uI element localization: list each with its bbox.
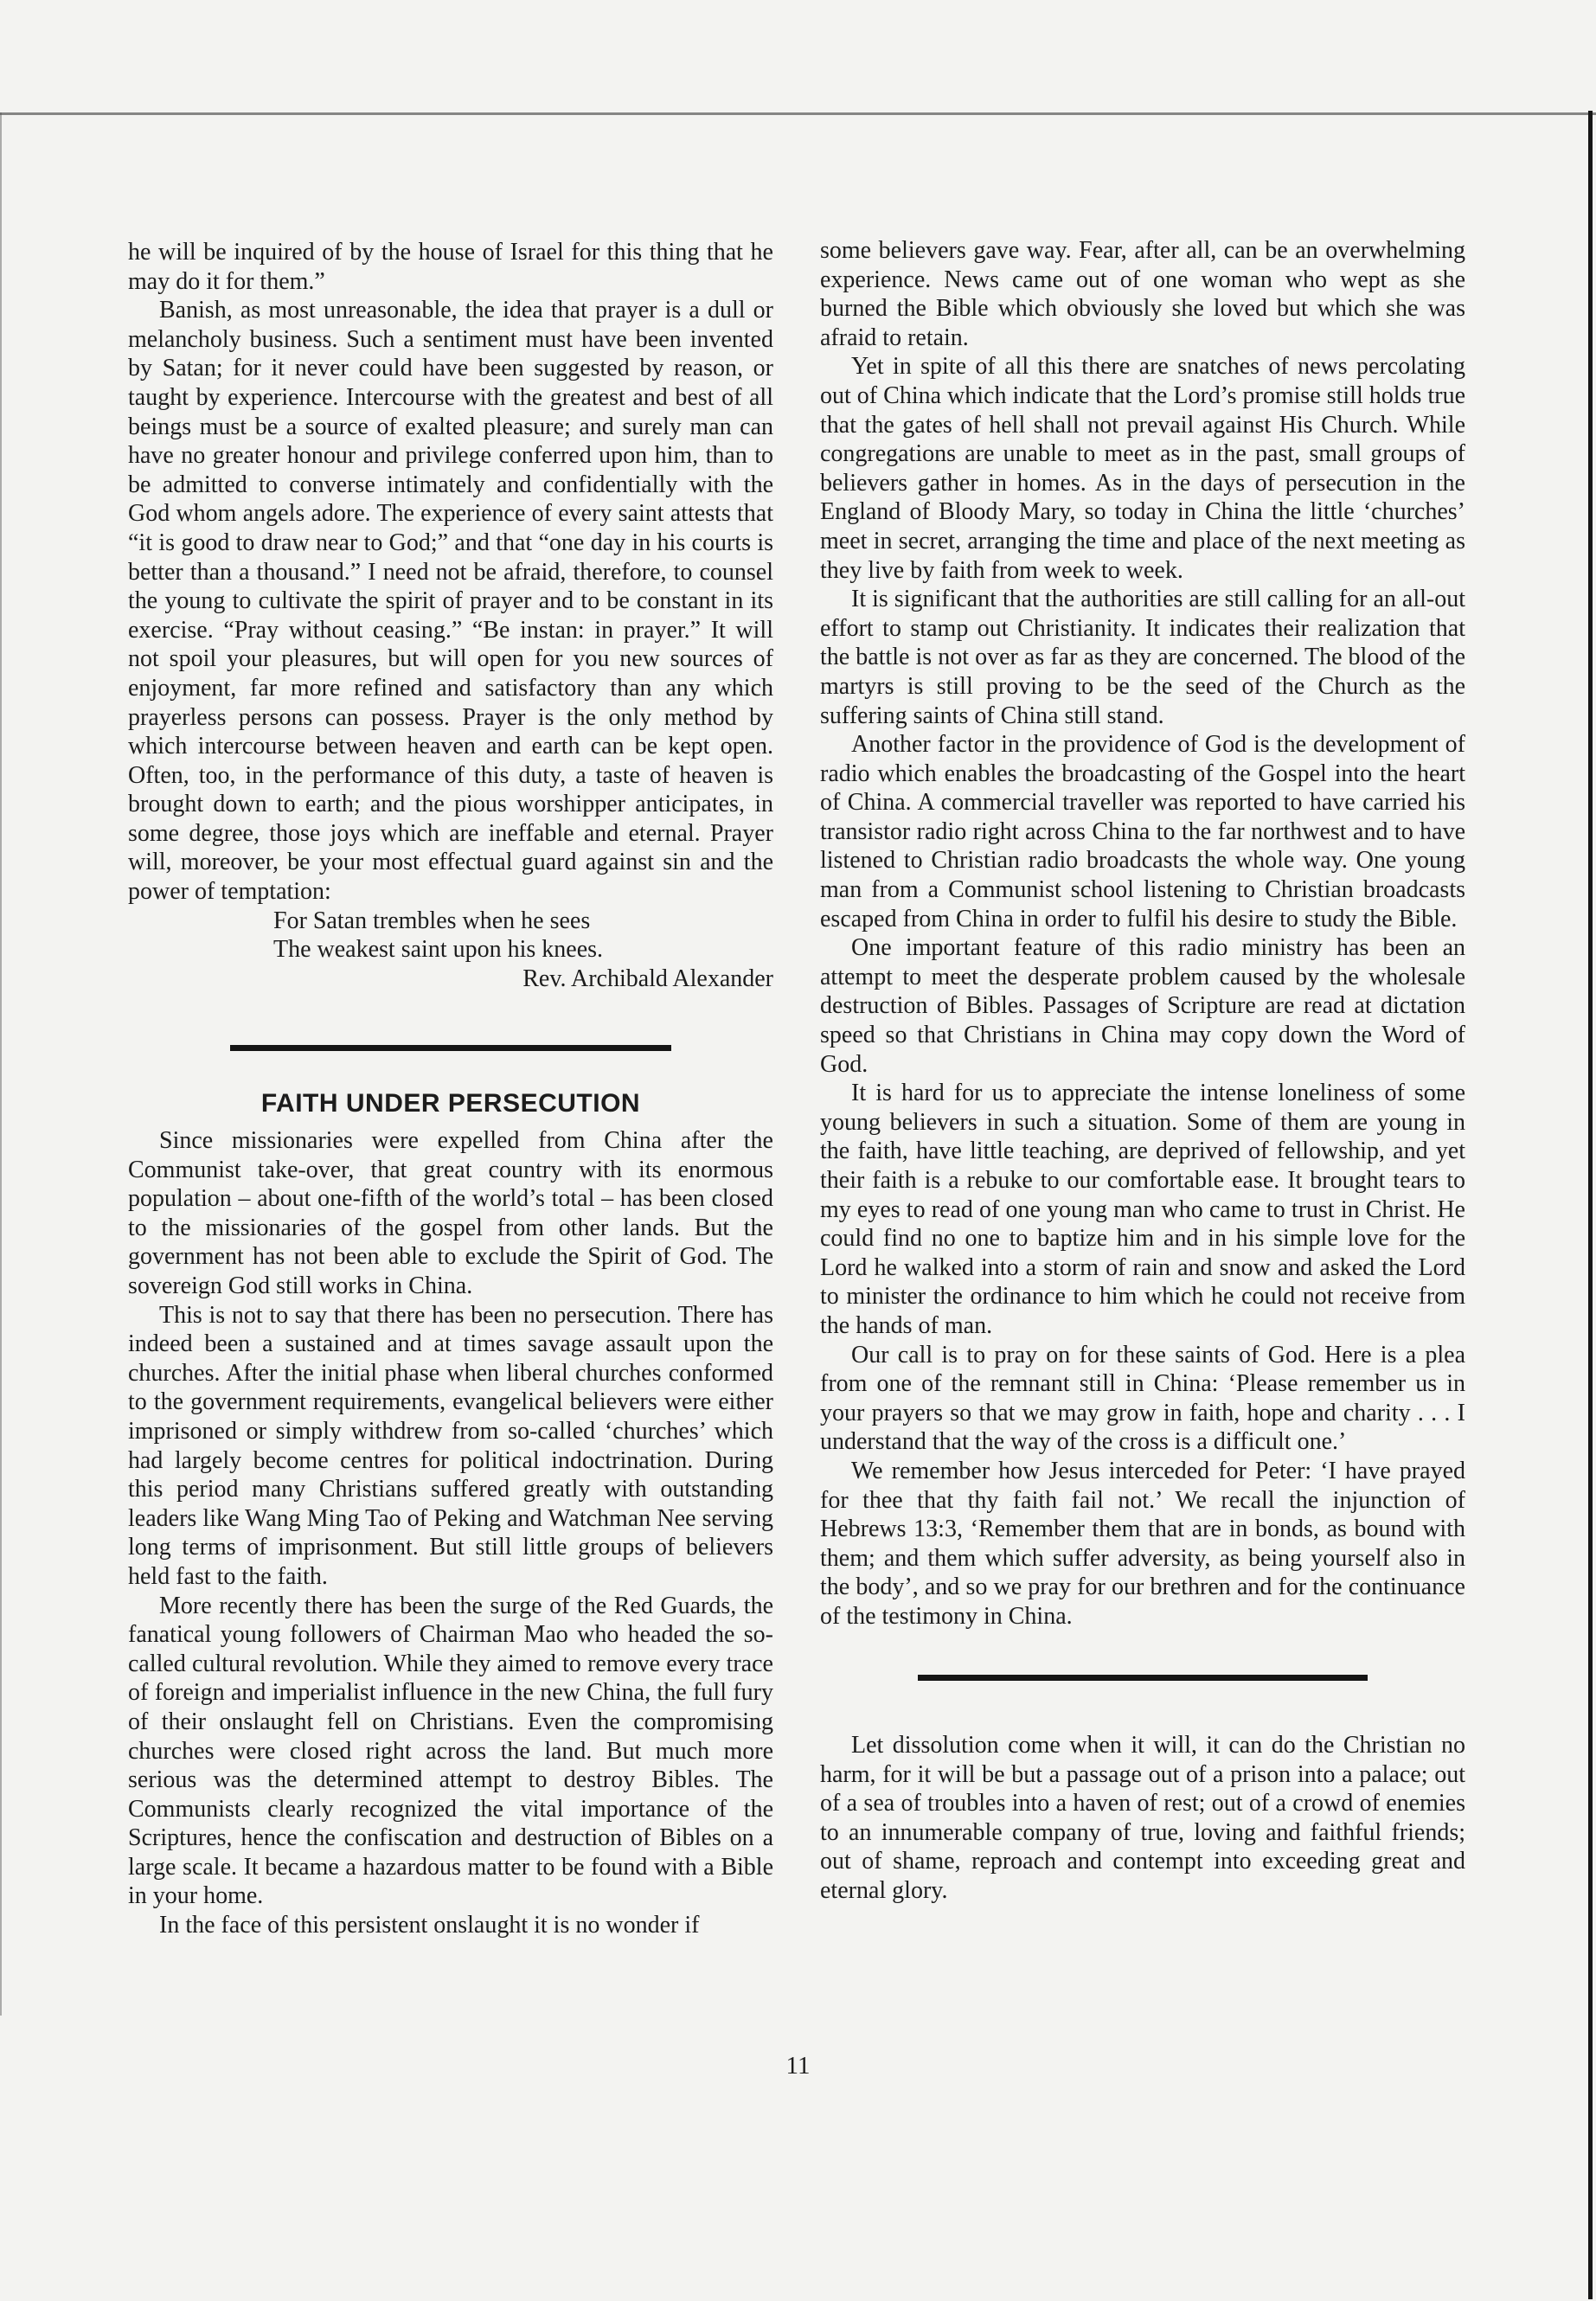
paragraph: More recently there has been the surge of the Red Guards, the fanatical young followers of Chairman Mao who headed the so-called cultural revolution. While they aimed to remove every trace of foreign and imperialist influence in the new China, the full fury of their onslaught fell on Christians. Even the compromising churches were closed right across the land. But much more serious was the determined attempt to destroy Bibles. The Communists clearly recognized the vital importance of the Scriptures, hence the confiscation and destruction of Bibles on a large scale. It became a hazardous matter to be found with a Bible in your home.: [128, 1592, 773, 1910]
right-column: [820, 236, 1465, 1906]
paragraph: he will be inquired of by the house of Israel for this thing that he may do it for them.”: [128, 239, 773, 295]
paragraph: It is significant that the authorities are still calling for an all-out effort to stamp out Christianity. It indicates their realization that the battle is not over as far as they are concerned. The blood of the martyrs is still proving to be the seed of the Church as the suffering saints of China still stand.: [820, 586, 1465, 729]
section-divider: [128, 1029, 773, 1059]
section-divider: [820, 1659, 1465, 1689]
paragraph: Yet in spite of all this there are snatches of news percolating out of China which indicate that the Lord’s promise still holds true that the gates of hell shall not prevail against His Church. While congregations are unable to meet as in the past, small groups of believers gather in homes. As in the days of persecution in the England of Bloody Mary, so today in China the little ‘churches’ meet in secret, arranging the time and place of the next meeting as they live by faith from week to week.: [820, 353, 1465, 584]
paragraph: We remember how Jesus interceded for Peter: ‘I have prayed for thee that thy faith fail not.’ We recall the injunction of Hebrews 13:3, ‘Remember them that are in bonds, as bound with them; and them which suffer adversity, as being yourself also in the body’, and so we pray for our brethren and for the continuance of the testimony in China.: [820, 1457, 1465, 1630]
paragraph: In the face of this persistent onslaught it is no wonder if: [159, 1912, 700, 1939]
left-column: [128, 238, 773, 1940]
scan-edge-top: [0, 112, 1596, 115]
poem: [128, 907, 773, 965]
paragraph: Since missionaries were expelled from China after the Communist take-over, that great country with its enormous population – about one-fifth of the world’s total – has been closed to the missionaries of the gospel from other lands. But the government has not been able to exclude the Spirit of God. The sovereign God still works in China.: [128, 1127, 773, 1299]
page-number: 11: [785, 2052, 811, 2080]
paragraph: Let dissolution come when it will, it can do the Christian no harm, for it will be but a passage out of a prison into a palace; out of a sea of troubles into a haven of rest; out of a crowd of enemies to an innumerable company of true, loving and faithful friends; out of shame, reproach and contempt into exceeding great and eternal glory.: [820, 1732, 1465, 1905]
closing-quote: [820, 1731, 1465, 1906]
scan-edge-right: [1588, 111, 1593, 2299]
paragraph: Banish, as most unreasonable, the idea that prayer is a dull or melancholy business. Such a sentiment must have been invented by Satan; for it never could have been suggested by reason, or taught by experience. Intercourse with the greatest and best of all beings must be a source of exalted pleasure; and surely man can have no greater honour and privilege conferred upon him, than to be admitted to converse intimately and confidentially with the God whom angels adore. The experience of every saint attests that “it is good to draw near to God;” and that “one day in his courts is better than a thousand.” I need not be afraid, therefore, to counsel the young to cultivate the spirit of prayer and to be constant in its exercise. “Pray without ceasing.” “Be instan: in prayer.” It will not spoil your pleasures, but will open for you new sources of enjoyment, far more refined and satisfactory than any which prayerless persons can possess. Prayer is the only method by which intercourse between heaven and earth can be kept open. Often, too, in the performance of this duty, a taste of heaven is brought down to earth; and the pious worshipper anticipates, in some degree, those joys which are ineffable and eternal. Prayer will, moreover, be your most effectual guard against sin and the power of temptation:: [128, 297, 773, 906]
paragraph: some believers gave way. Fear, after all, can be an overwhelming experience. News came out of one woman who wept as she burned the Bible which obviously she loved but which she was afraid to retain.: [820, 237, 1465, 351]
paragraph: One important feature of this radio ministry has been an attempt to meet the desperate problem caused by the wholesale destruction of Bibles. Passages of Scripture are read at dictation speed so that Christians in China may copy down the Word of God.: [820, 934, 1465, 1078]
attribution: Rev. Archibald Alexander: [522, 965, 773, 992]
paragraph: It is hard for us to appreciate the intense loneliness of some young believers in such a situation. Some of them are young in the faith, have little teaching, are deprived of fellowship, and yet their faith is a rebuke to our comfortable ease. It brought tears to my eyes to read of one young man who came to trust in Christ. He could find no one to baptize him and in his simple love for the Lord he walked into a storm of rain and snow and asked the Lord to minister the ordinance to him which he could not receive from the hands of man.: [820, 1080, 1465, 1339]
paragraph: This is not to say that there has been no persecution. There has indeed been a sustained and at times savage assault upon the churches. After the initial phase when liberal churches conformed to the government requirements, evangelical believers were either imprisoned or simply withdrew from so-called ‘churches’ which had largely become centres for political indoctrination. During this period many Christians suffered greatly with outstanding leaders like Wang Ming Tao of Peking and Watchman Nee serving long terms of imprisonment. But still little groups of believers held fast to the faith.: [128, 1301, 773, 1590]
poem-line: The weakest saint upon his knees.: [273, 936, 604, 964]
paragraph: Our call is to pray on for these saints of God. Here is a plea from one of the remnant still in China: ‘Please remember us in your prayers so that we may grow in faith, hope and charity . . . I understand that the way of the cross is a difficult one.’: [820, 1341, 1465, 1456]
section-heading: FAITH UNDER PERSECUTION: [260, 1089, 641, 1118]
poem-line: For Satan trembles when he sees: [273, 907, 591, 934]
scan-edge-left: [0, 112, 2, 2016]
paragraph: Another factor in the providence of God is the development of radio which enables the broadcasting of the Gospel into the heart of China. A commercial traveller was reported to have carried his transistor radio right across China to the far northwest and to have listened to Christian radio broadcasts the whole way. One young man from a Communist school listening to Christian broadcasts escaped from China in order to fulfil his desire to study the Bible.: [820, 731, 1465, 933]
